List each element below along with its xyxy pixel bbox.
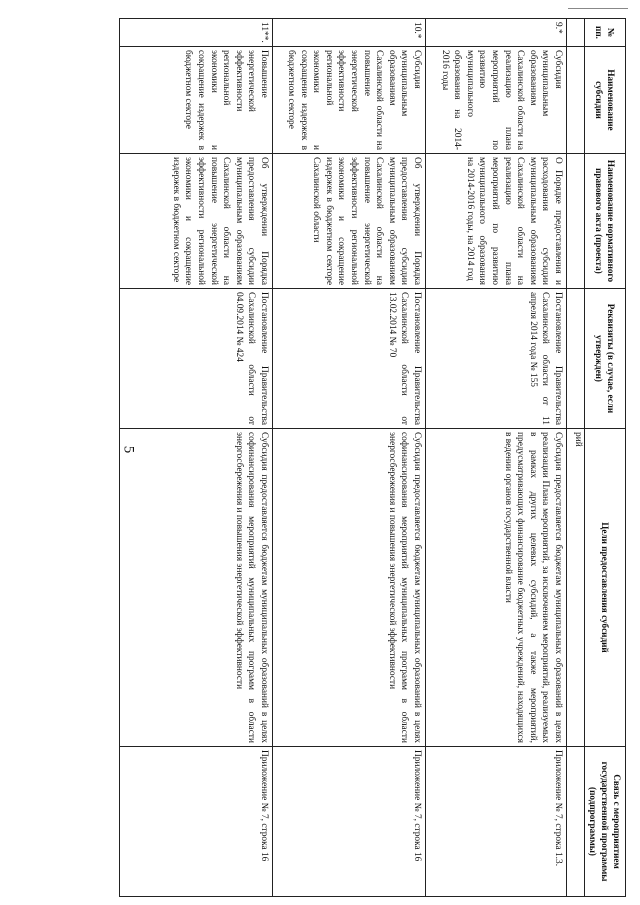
header-req: Реквизиты (в случае, если утвержден) <box>585 289 626 429</box>
row-name: Повышение энергетической эффективности региональной экономики и сокращение издержек в бюджетном секторе <box>120 47 273 154</box>
row-link: Приложение № 7, строка 16 <box>120 747 273 897</box>
row-req: Постановление Правительства Сахалинской области от 11 апреля 2014 года № 155 <box>426 289 567 429</box>
row-goal: Субсидия предоставляется бюджетам муниципальных образований в целях реализации Плана мероприятий, за исключением мероприятий, реализуемых в рамках других целевых субсидий, а также мероприятий, предусматривающих финансирование бюджетных учреждений, находящихся в ведении органов государственной власти <box>426 429 567 747</box>
table-row <box>273 19 426 897</box>
scan-edge-line <box>568 8 628 9</box>
table-row <box>120 19 273 897</box>
header-num: № пп. <box>585 19 626 47</box>
row-num: 10.* <box>273 19 426 47</box>
carry-over-text: рий <box>567 429 585 747</box>
header-goal: Цели предоставления субсидий <box>585 429 626 747</box>
header-act: Наименование нормативного правового акта (проекта) <box>585 154 626 289</box>
carry-over-row <box>567 19 585 897</box>
table-cell <box>567 19 585 47</box>
row-goal: Субсидия предоставляется бюджетам муниципальных образований в целях софинансирования мероприятий муниципальных программ в области энергосбережения и повышения энергетической эффективности <box>120 429 273 747</box>
page-number: 5 <box>120 445 137 454</box>
table-cell <box>567 289 585 429</box>
row-num: 11**. <box>120 19 273 47</box>
row-req: Постановление Правительства Сахалинской области от 04.09.2014 № 424 <box>120 289 273 429</box>
table-cell <box>567 747 585 897</box>
rotated-table-container <box>148 18 626 896</box>
row-req: Постановление Правительства Сахалинской области от 13.02.2014 № 70 <box>273 289 426 429</box>
table-header-row <box>585 19 626 897</box>
row-name: Субсидия муниципальным образованиям Сахалинской области на реализацию плана мероприятий по развитию муниципального образования на 2014-2016 годы <box>426 47 567 154</box>
row-act: Об утверждении Порядка предоставления субсидии муниципальным образованиям Сахалинской области на повышение энергетической эффективности региональной экономики и сокращение издержек в бюджетном секторе Сахалинской области <box>273 154 426 289</box>
row-act: Об утверждении Порядка предоставления субсидии муниципальным образованиям Сахалинской области на повышение энергетической эффективности региональной экономики и сокращение издержек в бюджетном секторе <box>120 154 273 289</box>
header-name: Наименование субсидии <box>585 47 626 154</box>
table-cell <box>567 47 585 154</box>
row-link: Приложение № 7, строка 16 <box>273 747 426 897</box>
header-link: Связь с мероприятием государственной программы (подпрограммы) <box>585 747 626 897</box>
row-name: Субсидия муниципальным образованиям Сахалинской области на повышение энергетической эффективности региональной экономики и сокращение издержек в бюджетном секторе <box>273 47 426 154</box>
row-goal: Субсидия предоставляется бюджетам муниципальных образований в целях софинансирования мероприятий муниципальных программ в области энергосбережения и повышения энергетической эффективности <box>273 429 426 747</box>
row-act: О Порядке предоставления и расходования субсидии муниципальным образованиям Сахалинской области на реализацию плана мероприятий по развитию муниципального образования на 2014-2016 годы, на 2014 год <box>426 154 567 289</box>
subsidies-table <box>119 18 626 897</box>
row-link: Приложение № 7, строка 1.3. <box>426 747 567 897</box>
table-row <box>426 19 567 897</box>
row-num: 9.* <box>426 19 567 47</box>
table-cell <box>567 154 585 289</box>
